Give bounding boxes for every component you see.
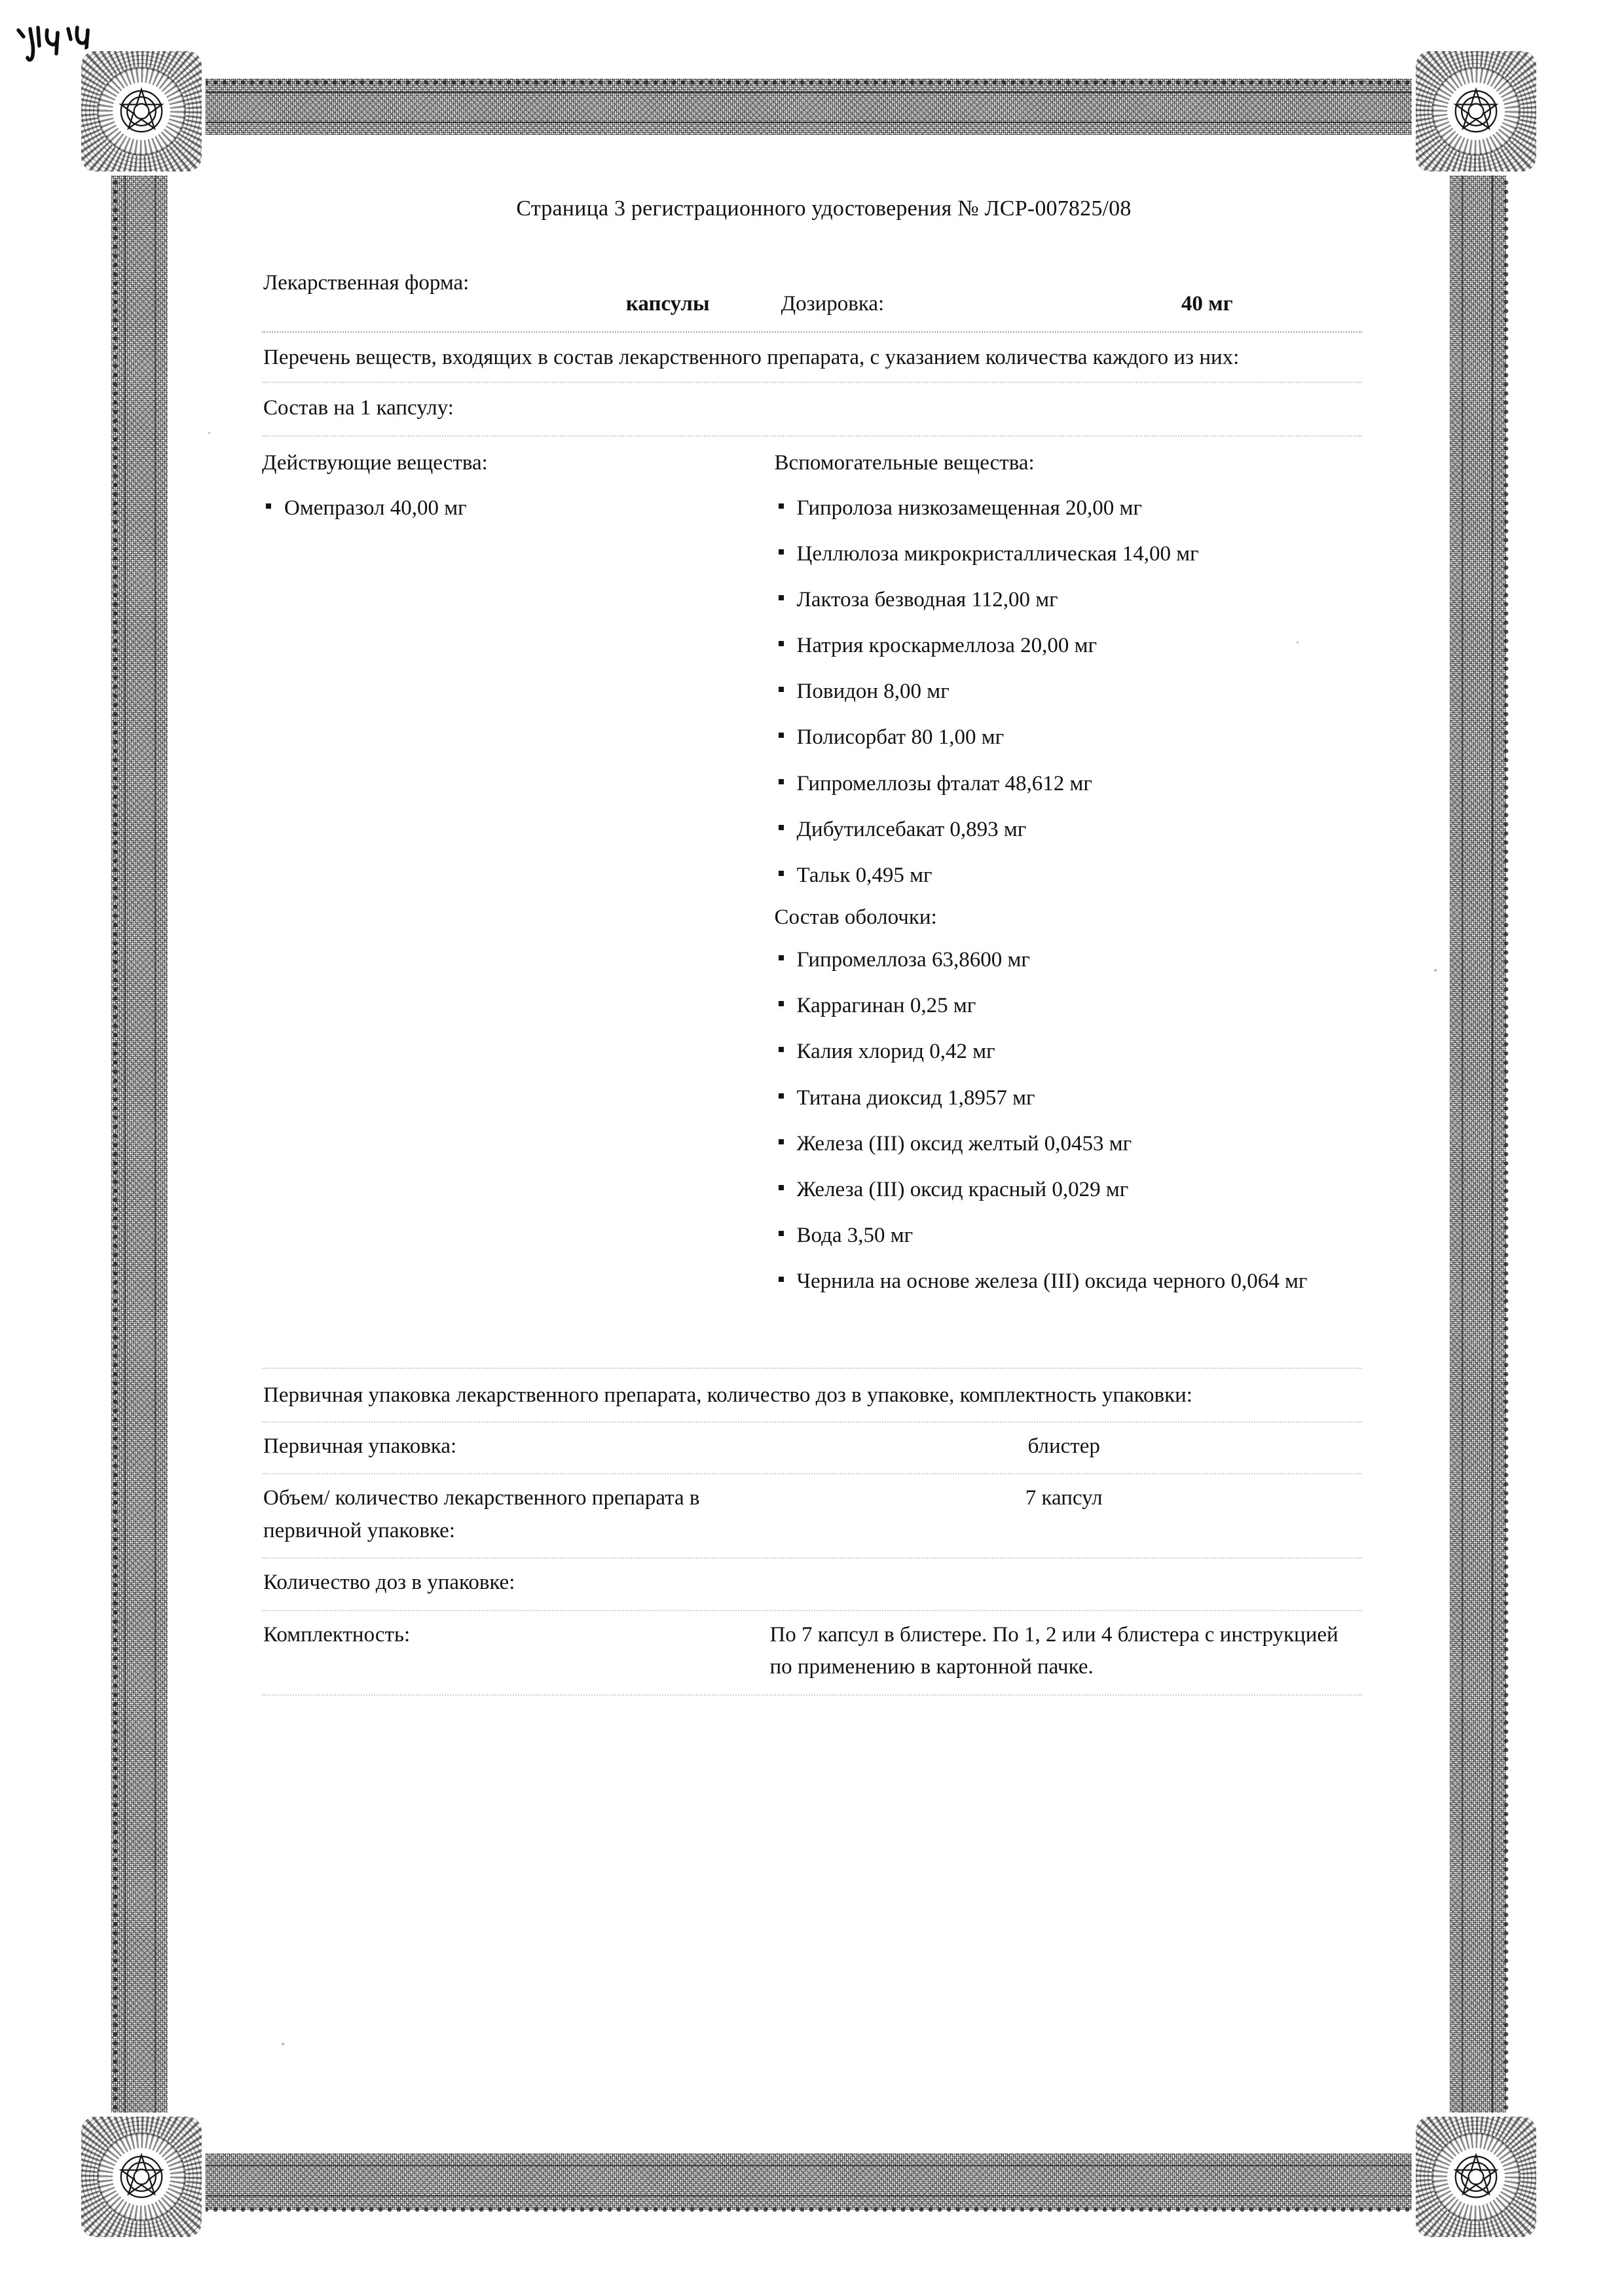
border-band-left [111,79,168,2210]
excipient-item: Дибутилсебакат 0,893 мг [775,814,1362,845]
shell-component-item: Калия хлорид 0,42 мг [775,1036,1362,1067]
dosage-form-value: капсулы [625,292,710,316]
dose-value: 40 мг [1181,292,1233,316]
dosage-form-row [262,259,1362,331]
packaging-row-label: Объем/ количество лекарственного препарата в первичной упаковке: [263,1486,700,1542]
border-hairline [1462,79,1463,2210]
shell-component-item: Чернила на основе железа (III) оксида черного 0,064 мг [775,1266,1362,1297]
shell-component-item: Титана диоксид 1,8957 мг [775,1082,1362,1114]
dose-label: Дозировка: [781,292,885,316]
active-substances-column [262,451,775,1312]
shell-component-item: Железа (III) оксид желтый 0,0453 мг [775,1128,1362,1159]
excipient-item: Полисорбат 80 1,00 мг [775,721,1362,753]
shell-component-item: Гипромеллоза 63,8600 мг [775,944,1362,975]
excipient-item: Лактоза безводная 112,00 мг [775,584,1362,615]
table-rule [262,1694,1362,1696]
substances-section-title: Перечень веществ, входящих в состав лекарственного препарата, с указанием количества каждого из них: [263,345,1240,369]
border-picot-edge [109,79,118,2210]
excipient-item: Натрия кроскармеллоза 20,00 мг [775,630,1362,661]
excipient-item: Гипромеллозы фталат 48,612 мг [775,768,1362,799]
packaging-row-label: Первичная упаковка: [263,1434,457,1458]
border-hairline [155,79,156,2210]
border-hairline [111,92,1506,93]
border-band-right [1450,79,1506,2210]
packaging-row-value [768,1559,1362,1610]
active-substances-list [262,492,763,524]
excipient-item: Повидон 8,00 мг [775,676,1362,707]
excipients-column [775,451,1362,1312]
composition-per-unit: Состав на 1 капсулу: [263,396,454,420]
packaging-row [262,1423,1362,1474]
packaging-row-label: Комплектность: [263,1622,411,1647]
corner-rosette-top-right [1412,47,1540,175]
active-substances-heading: Действующие вещества: [262,450,488,475]
border-band-bottom [111,2153,1506,2210]
packaging-row-value: По 7 капсул в блистере. По 1, 2 или 4 блистера с инструкцией по применению в картонной пачке. [769,1622,1338,1679]
packaging-row [262,1611,1362,1694]
active-substance-item: Омепразол 40,00 мг [262,492,763,524]
page-header-line: Страница 3 регистрационного удостоверения № ЛСР-007825/08 [516,196,1132,221]
excipient-item: Гипролоза низкозамещенная 20,00 мг [775,492,1362,524]
corner-rosette-bottom-right [1412,2113,1540,2241]
border-hairline [1492,79,1493,2210]
shell-component-item: Вода 3,50 мг [775,1220,1362,1251]
excipients-heading: Вспомогательные вещества: [774,450,1035,475]
dosage-form-label: Лекарственная форма: [263,271,470,295]
border-hairline [111,122,1506,123]
border-hairline [111,2165,1506,2166]
shell-composition-heading: Состав оболочки: [774,905,937,930]
packaging-row-value: блистер [1027,1434,1100,1458]
shell-component-item: Каррагинан 0,25 мг [775,990,1362,1021]
shell-composition-list [775,944,1362,1297]
composition-columns [262,437,1362,1312]
border-picot-edge [1500,79,1509,2210]
border-band-top [111,79,1506,135]
border-hairline [124,79,126,2210]
border-picot-edge [111,2203,1506,2212]
packaging-row-label: Количество доз в упаковке: [263,1571,515,1595]
packaging-rows [262,1423,1362,1696]
excipient-item: Тальк 0,495 мг [775,860,1362,891]
border-picot-edge [111,76,1506,85]
corner-rosette-bottom-left [77,2113,206,2241]
excipient-item: Целлюлоза микрокристаллическая 14,00 мг [775,538,1362,570]
excipients-list [775,492,1362,892]
packaging-section-title: Первичная упаковка лекарственного препарата, количество доз в упаковке, комплектность упаковки: [263,1383,1192,1408]
shell-component-item: Железа (III) оксид красный 0,029 мг [775,1174,1362,1205]
packaging-row-value: 7 капсул [1025,1486,1103,1510]
packaging-row [262,1559,1362,1610]
corner-rosette-top-left [77,47,206,175]
document-content [262,196,1362,1951]
border-hairline [111,2195,1506,2196]
packaging-row [262,1474,1362,1558]
